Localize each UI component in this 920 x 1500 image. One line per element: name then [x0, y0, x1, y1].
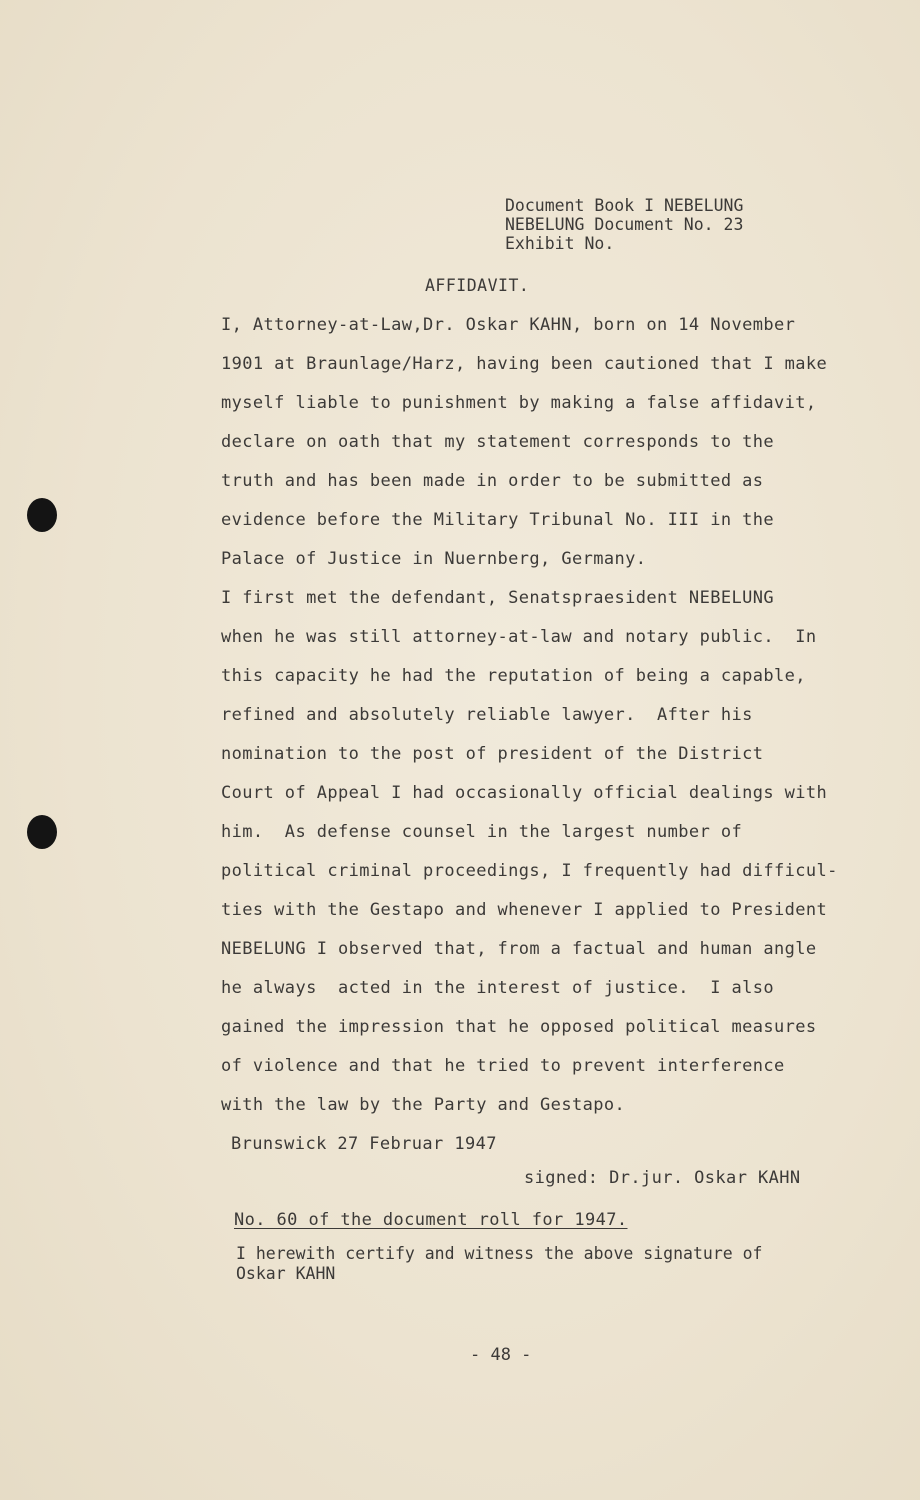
punch-hole-bottom	[27, 815, 57, 849]
body-line: nomination to the post of president of the District	[221, 744, 764, 764]
body-line: gained the impression that he opposed political measures	[221, 1017, 817, 1037]
header-line-book: Document Book I NEBELUNG	[505, 196, 744, 215]
body-line: refined and absolutely reliable lawyer. After his	[221, 705, 753, 725]
body-line: with the law by the Party and Gestapo.	[221, 1095, 626, 1115]
body-line: ties with the Gestapo and whenever I applied to President	[221, 900, 828, 920]
document-title: AFFIDAVIT.	[425, 276, 530, 295]
body-line: myself liable to punishment by making a false affidavit,	[221, 393, 817, 413]
body-line: political criminal proceedings, I frequently had difficul-	[221, 861, 838, 881]
body-line: 1901 at Braunlage/Harz, having been cautioned that I make	[221, 354, 828, 374]
document-header	[505, 196, 743, 253]
header-line-document-number: NEBELUNG Document No. 23	[505, 215, 744, 234]
body-line: when he was still attorney-at-law and notary public. In	[221, 627, 817, 647]
body-line: declare on oath that my statement corresponds to the	[221, 432, 775, 452]
header-line-exhibit: Exhibit No.	[505, 234, 615, 253]
body-line: Court of Appeal I had occasionally official dealings with	[221, 783, 828, 803]
body-line: I, Attorney-at-Law,Dr. Oskar KAHN, born on 14 November	[221, 315, 796, 335]
body-line: him. As defense counsel in the largest number of	[221, 822, 743, 842]
body-line: he always acted in the interest of justice. I also	[221, 978, 775, 998]
body-line: truth and has been made in order to be submitted as	[221, 471, 764, 491]
place-date: Brunswick 27 Februar 1947	[231, 1134, 497, 1154]
body-line: NEBELUNG I observed that, from a factual and human angle	[221, 939, 817, 959]
body-line: of violence and that he tried to prevent interference	[221, 1056, 785, 1076]
document-roll-line: No. 60 of the document roll for 1947.	[234, 1210, 628, 1230]
certification	[236, 1244, 763, 1284]
punch-hole-top	[27, 498, 57, 532]
certification-name: Oskar KAHN	[236, 1264, 336, 1283]
body-line: evidence before the Military Tribunal No. III in the	[221, 510, 775, 530]
signature-line: signed: Dr.jur. Oskar KAHN	[524, 1168, 801, 1188]
body-line: this capacity he had the reputation of being a capable,	[221, 666, 806, 686]
body-line: I first met the defendant, Senatspraesident NEBELUNG	[221, 588, 775, 608]
page-number: - 48 -	[470, 1345, 532, 1365]
certification-line: I herewith certify and witness the above signature of	[236, 1244, 763, 1263]
body-line: Palace of Justice in Nuernberg, Germany.	[221, 549, 647, 569]
